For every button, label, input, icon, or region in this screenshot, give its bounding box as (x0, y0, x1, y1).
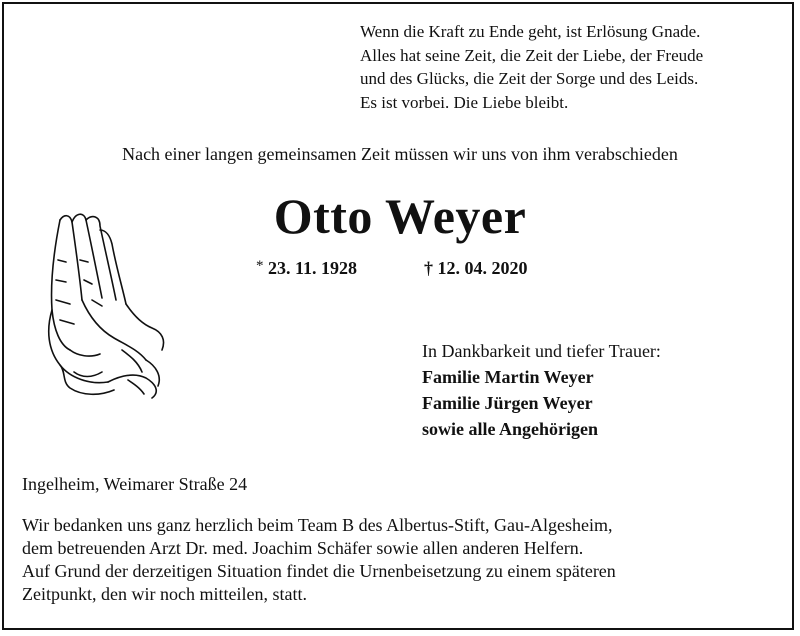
thanks-line: Auf Grund der derzeitigen Situation findet die Urnenbeisetzung zu einem späteren (22, 561, 616, 581)
intro-text: Nach einer langen gemeinsamen Zeit müssen wir uns von ihm verabschieden (122, 144, 678, 164)
birth-date: 23. 11. 1928 (268, 258, 358, 278)
death-symbol: † (424, 258, 433, 278)
poem-line: Wenn die Kraft zu Ende geht, ist Erlösung Gnade. (360, 22, 701, 41)
family-name: Familie Martin Weyer (422, 367, 594, 387)
poem-line: Es ist vorbei. Die Liebe bleibt. (360, 92, 569, 112)
birth-symbol: * (256, 258, 264, 274)
death-date-line (424, 258, 528, 279)
praying-hands-icon (30, 200, 170, 400)
thanks-line: Wir bedanken uns ganz herzlich beim Team B des Albertus-Stift, Gau-Algesheim, (22, 515, 613, 535)
poem-line: und des Glücks, die Zeit der Sorge und des Leids. (360, 69, 699, 88)
thanks-text (22, 514, 792, 606)
poem (360, 20, 790, 114)
family-name: Familie Jürgen Weyer (422, 393, 593, 413)
thanks-line: dem betreuenden Arzt Dr. med. Joachim Schäfer sowie allen anderen Helfern. (22, 538, 584, 558)
deceased-name: Otto Weyer (273, 188, 527, 244)
address: Ingelheim, Weimarer Straße 24 (22, 474, 248, 494)
death-date: 12. 04. 2020 (437, 258, 528, 278)
thanks-line: Zeitpunkt, den wir noch mitteilen, statt. (22, 584, 307, 604)
poem-line: Alles hat seine Zeit, die Zeit der Liebe, der Freude (360, 45, 704, 65)
birth-date-line (256, 258, 357, 279)
mourners-block (422, 338, 661, 442)
mourners-heading: In Dankbarkeit und tiefer Trauer: (422, 341, 661, 361)
family-name: sowie alle Angehörigen (422, 419, 598, 439)
